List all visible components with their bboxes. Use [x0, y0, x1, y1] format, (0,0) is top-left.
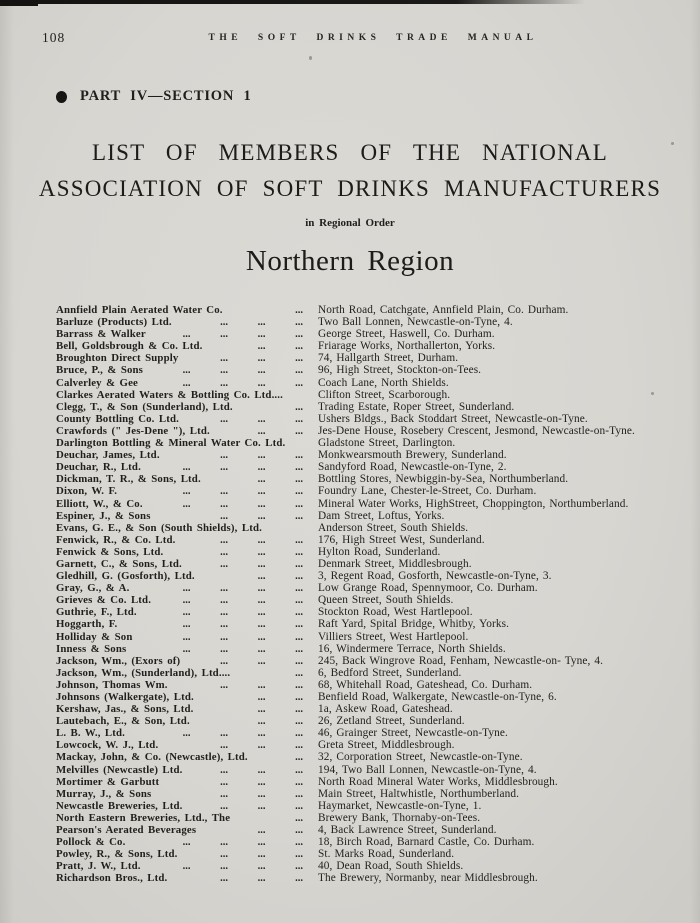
leader-dots: ... ... — [257, 474, 303, 486]
member-name-column — [56, 800, 308, 812]
member-address: 6, Bedford Street, Sunderland. — [318, 666, 462, 679]
member-name-column — [56, 824, 308, 836]
member-address: 16, Windermere Terrace, North Shields. — [318, 642, 506, 655]
member-name-column — [56, 860, 308, 872]
member-name: Annfield Plain Aerated Water Co. — [56, 304, 223, 316]
member-name-column — [56, 655, 308, 667]
leader-dots: ... ... ... ... — [182, 462, 303, 474]
member-address: 176, High Street West, Sunderland. — [318, 533, 485, 546]
member-name: Mortimer & Garbutt — [56, 775, 160, 788]
leader-dots: ... ... ... — [220, 546, 303, 558]
member-name: Murray, J., & Sons — [56, 787, 152, 800]
member-address: 68, Whitehall Road, Gateshead, Co. Durham. — [318, 678, 533, 691]
leader-dots: ... ... ... ... — [182, 377, 303, 389]
member-name: Dixon, W. F. — [56, 485, 118, 498]
member-address: Denmark Street, Middlesbrough. — [318, 557, 472, 570]
member-name-column — [56, 764, 308, 776]
member-name: Espiner, J., & Sons — [56, 509, 151, 522]
member-row — [56, 304, 690, 316]
member-address: Anderson Street, South Shields. — [318, 521, 469, 534]
page-title-line-1: LIST OF MEMBERS OF THE NATIONAL — [92, 140, 608, 165]
leader-dots: ... ... ... ... — [182, 595, 303, 607]
member-address: Dam Street, Loftus, Yorks. — [318, 509, 445, 522]
member-row — [56, 437, 690, 449]
member-row — [56, 739, 690, 751]
member-name-column — [56, 739, 308, 751]
leader-dots: ... ... ... — [220, 413, 303, 425]
leader-dots: ... ... ... ... — [182, 728, 303, 740]
member-row — [56, 389, 690, 401]
leader-dots: ... — [295, 752, 303, 764]
leader-dots: ... ... ... ... — [182, 486, 303, 498]
leader-dots: ... ... ... — [220, 510, 303, 522]
member-name-column — [56, 558, 308, 570]
member-name: Darlington Bottling & Mineral Water Co. Ltd. — [56, 437, 286, 450]
region-heading: Northern Region — [245, 245, 455, 277]
member-name-column — [56, 304, 308, 316]
member-address: George Street, Haswell, Co. Durham. — [318, 328, 495, 341]
member-name: Fenwick & Sons, Ltd. — [56, 545, 164, 558]
member-address: North Road Mineral Water Works, Middlesbrough. — [318, 775, 558, 788]
member-name-column — [56, 425, 308, 437]
member-row — [56, 618, 690, 630]
member-name-column — [56, 328, 308, 340]
member-address: Bottling Stores, Newbiggin-by-Sea, Northumberland. — [318, 473, 569, 486]
member-name-column — [56, 473, 308, 485]
member-name-column — [56, 691, 308, 703]
leader-dots: ... — [295, 401, 303, 413]
member-row — [56, 872, 690, 884]
member-name-column — [56, 703, 308, 715]
member-name-column — [56, 510, 308, 522]
member-name: Holliday & Son — [56, 630, 133, 643]
member-name: Guthrie, F., Ltd. — [56, 606, 137, 619]
member-name-column — [56, 679, 308, 691]
member-address: 1a, Askew Road, Gateshead. — [318, 703, 453, 716]
leader-dots: ... ... ... — [220, 873, 303, 885]
member-name-column — [56, 352, 308, 364]
leader-dots: ... ... — [257, 425, 303, 437]
member-name: Johnsons (Walkergate), Ltd. — [56, 691, 194, 703]
member-address: 194, Two Ball Lonnen, Newcastle-on-Tyne, 4. — [318, 763, 537, 776]
member-name-column — [56, 715, 308, 727]
member-name-column — [56, 389, 308, 401]
member-row — [56, 727, 690, 739]
member-address: Villiers Street, West Hartlepool. — [318, 630, 469, 643]
member-name: Melvilles (Newcastle) Ltd. — [56, 763, 183, 776]
leader-dots: ... ... ... — [220, 764, 303, 776]
member-address: Raft Yard, Spital Bridge, Whitby, Yorks. — [318, 618, 510, 631]
member-name-column — [56, 788, 308, 800]
member-name: Powley, R., & Sons, Ltd. — [56, 848, 178, 861]
member-name: Crawfords (" Jes-Dene "), Ltd. — [56, 424, 210, 437]
member-name-column — [56, 316, 308, 328]
leader-dots: ... ... — [257, 704, 303, 716]
member-row — [56, 473, 690, 485]
member-name-column — [56, 667, 308, 679]
member-address: 18, Birch Road, Barnard Castle, Co. Durham. — [318, 836, 535, 849]
member-address: Jes-Dene House, Rosebery Crescent, Jesmond, Newcastle-on-Tyne. — [318, 424, 635, 437]
leader-dots: ... ... ... ... — [182, 365, 303, 377]
member-name-column — [56, 437, 308, 449]
leader-dots: ... ... ... ... — [182, 498, 303, 510]
member-name: North Eastern Breweries, Ltd., The — [56, 811, 231, 824]
member-row — [56, 485, 690, 497]
member-name-column — [56, 461, 308, 473]
member-name: Evans, G. E., & Son (South Shields), Ltd. — [56, 521, 262, 534]
member-row — [56, 679, 690, 691]
leader-dots: ... ... ... ... — [182, 619, 303, 631]
member-address: Gladstone Street, Darlington. — [318, 437, 456, 450]
member-name-column — [56, 534, 308, 546]
section-label: PART IV—SECTION 1 — [80, 88, 252, 104]
member-name: Gledhill, G. (Gosforth), Ltd. — [56, 570, 195, 583]
leader-dots: ... ... ... — [220, 679, 303, 691]
member-name: Barrass & Walker — [56, 328, 146, 341]
member-address: Coach Lane, North Shields. — [318, 376, 449, 389]
member-name: Bell, Goldsbrough & Co. Ltd. — [56, 340, 203, 353]
leader-dots: ... ... ... ... — [182, 837, 303, 849]
member-name: Garnett, C., & Sons, Ltd. — [56, 557, 182, 570]
member-row — [56, 498, 690, 510]
member-row — [56, 413, 690, 425]
member-address: 32, Corporation Street, Newcastle-on-Tyne. — [318, 751, 523, 764]
member-row — [56, 328, 690, 340]
member-address: Low Grange Road, Spennymoor, Co. Durham. — [318, 582, 538, 595]
page-number: 108 — [42, 30, 66, 45]
member-name-column — [56, 751, 308, 763]
member-name: Lautebach, E., & Son, Ltd. — [56, 715, 190, 728]
member-name-column — [56, 618, 308, 630]
member-name: Bruce, P., & Sons — [56, 364, 144, 377]
member-name: Jackson, Wm., (Exors of) — [56, 654, 181, 667]
leader-dots: ... ... ... ... — [182, 607, 303, 619]
member-name-column — [56, 836, 308, 848]
member-name: Clegg, T., & Son (Sunderland), Ltd. — [56, 400, 233, 413]
leader-dots: ... — [295, 305, 303, 316]
member-address: St. Marks Road, Sunderland. — [318, 848, 455, 861]
member-row — [56, 800, 690, 812]
member-address: Ushers Bldgs., Back Stoddart Street, Newcastle-on-Tyne. — [318, 412, 588, 425]
member-row — [56, 860, 690, 872]
member-address: 3, Regent Road, Gosforth, Newcastle-on-Tyne, 3. — [318, 570, 552, 583]
leader-dots: ... ... ... ... — [182, 861, 303, 873]
member-name-column — [56, 582, 308, 594]
member-row — [56, 606, 690, 618]
member-address: Benfield Road, Walkergate, Newcastle-on-Tyne, 6. — [318, 691, 557, 703]
member-address: 26, Zetland Street, Sunderland. — [318, 715, 465, 728]
member-name: Richardson Bros., Ltd. — [56, 872, 168, 885]
leader-dots: ... ... ... — [220, 776, 303, 788]
member-row — [56, 836, 690, 848]
member-name-column — [56, 401, 308, 413]
running-title: THE SOFT DRINKS TRADE MANUAL — [208, 33, 538, 43]
member-row — [56, 510, 690, 522]
member-address: Sandyford Road, Newcastle-on-Tyne, 2. — [318, 461, 507, 474]
member-name: Pollock & Co. — [56, 836, 126, 849]
member-row — [56, 776, 690, 788]
member-name: County Bottling Co. Ltd. — [56, 412, 179, 425]
member-address: Trading Estate, Roper Street, Sunderland. — [318, 400, 515, 413]
member-name: Barluze (Products) Ltd. — [56, 316, 172, 329]
member-name-column — [56, 812, 308, 824]
leader-dots: ... ... — [257, 571, 303, 583]
member-address: 96, High Street, Stockton-on-Tees. — [318, 364, 482, 377]
section-heading — [56, 88, 252, 105]
page-subtitle: in Regional Order — [305, 217, 395, 229]
member-address: Mineral Water Works, HighStreet, Choppington, Northumberland. — [318, 497, 629, 510]
member-row — [56, 364, 690, 376]
member-name: Pratt, J. W., Ltd. — [56, 860, 141, 873]
member-name-column — [56, 643, 308, 655]
member-name: Mackay, John, & Co. (Newcastle), Ltd. — [56, 751, 248, 764]
member-row — [56, 558, 690, 570]
member-address: Queen Street, South Shields. — [318, 594, 454, 607]
member-name: Broughton Direct Supply — [56, 352, 179, 365]
member-name-column — [56, 631, 308, 643]
member-name-column — [56, 485, 308, 497]
member-address: Friarage Works, Northallerton, Yorks. — [318, 340, 496, 353]
member-name-column — [56, 570, 308, 582]
member-name: Elliott, W., & Co. — [56, 497, 143, 510]
leader-dots: ... ... ... — [220, 800, 303, 812]
leader-dots: ... ... ... — [220, 558, 303, 570]
member-row — [56, 534, 690, 546]
member-name: L. B. W., Ltd. — [56, 727, 126, 740]
member-name-column — [56, 340, 308, 352]
member-row — [56, 703, 690, 715]
member-row — [56, 788, 690, 800]
leader-dots: ... ... ... ... — [182, 329, 303, 341]
member-address: Foundry Lane, Chester-le-Street, Co. Durham. — [318, 485, 537, 498]
member-row — [56, 812, 690, 824]
member-row — [56, 691, 690, 703]
leader-dots: ... ... ... — [220, 655, 303, 667]
member-name: Lowcock, W. J., Ltd. — [56, 739, 159, 752]
member-name: Clarkes Aerated Waters & Bottling Co. Ltd.... — [56, 388, 283, 401]
member-row — [56, 582, 690, 594]
member-address: Stockton Road, West Hartlepool. — [318, 606, 473, 619]
member-row — [56, 425, 690, 437]
member-name: Calverley & Gee — [56, 376, 138, 389]
member-name-column — [56, 364, 308, 376]
member-address: Two Ball Lonnen, Newcastle-on-Tyne, 4. — [318, 316, 513, 329]
member-name: Inness & Sons — [56, 642, 127, 655]
member-list — [56, 304, 690, 885]
leader-dots: ... — [295, 812, 303, 824]
member-row — [56, 570, 690, 582]
member-name-column — [56, 498, 308, 510]
member-name-column — [56, 727, 308, 739]
member-row — [56, 655, 690, 667]
member-address: 46, Grainger Street, Newcastle-on-Tyne. — [318, 727, 508, 740]
member-row — [56, 764, 690, 776]
member-row — [56, 594, 690, 606]
member-name-column — [56, 594, 308, 606]
member-row — [56, 461, 690, 473]
member-row — [56, 522, 690, 534]
member-row — [56, 316, 690, 328]
member-address: Monkwearsmouth Brewery, Sunderland. — [318, 449, 507, 462]
leader-dots: ... ... ... ... — [182, 643, 303, 655]
member-address: Greta Street, Middlesbrough. — [318, 739, 455, 752]
member-address: Main Street, Haltwhistle, Northumberland. — [318, 787, 519, 800]
member-row — [56, 631, 690, 643]
member-name: Gray, G., & A. — [56, 582, 130, 595]
member-name-column — [56, 872, 308, 884]
member-name: Jackson, Wm., (Sunderland), Ltd.... — [56, 666, 231, 679]
leader-dots: ... ... ... — [220, 353, 303, 365]
member-row — [56, 449, 690, 461]
scan-speck — [309, 56, 312, 60]
leader-dots: ... ... ... — [220, 317, 303, 329]
leader-dots: ... ... ... ... — [182, 583, 303, 595]
member-name: Deuchar, R., Ltd. — [56, 461, 141, 474]
bullet-icon — [56, 91, 67, 103]
member-address: 74, Hallgarth Street, Durham. — [318, 352, 459, 365]
leader-dots: ... ... — [257, 716, 303, 728]
member-row — [56, 340, 690, 352]
member-address: 4, Back Lawrence Street, Sunderland. — [318, 824, 497, 837]
member-address: Clifton Street, Scarborough. — [318, 388, 451, 401]
scan-edge-artifact — [0, 0, 585, 4]
member-name-column — [56, 377, 308, 389]
member-name: Dickman, T. R., & Sons, Ltd. — [56, 473, 201, 486]
member-row — [56, 667, 690, 679]
member-name: Fenwick, R., & Co. Ltd. — [56, 533, 176, 546]
leader-dots: ... ... — [257, 692, 303, 703]
member-row — [56, 751, 690, 763]
member-name-column — [56, 546, 308, 558]
leader-dots: ... ... ... — [220, 849, 303, 861]
member-row — [56, 401, 690, 413]
leader-dots: ... — [295, 667, 303, 679]
member-name-column — [56, 776, 308, 788]
member-address: Haymarket, Newcastle-on-Tyne, 1. — [318, 799, 482, 812]
leader-dots: ... ... ... ... — [182, 631, 303, 643]
leader-dots: ... ... ... — [220, 788, 303, 800]
leader-dots: ... ... ... — [220, 740, 303, 752]
member-name: Kershaw, Jas., & Sons, Ltd. — [56, 703, 194, 716]
member-address: 245, Back Wingrove Road, Fenham, Newcastle-on- Tyne, 4. — [318, 654, 604, 667]
member-name: Pearson's Aerated Beverages — [56, 824, 197, 837]
page-title-line-2: ASSOCIATION OF SOFT DRINKS MANUFACTURERS — [38, 176, 662, 201]
leader-dots: ... ... — [257, 825, 303, 837]
leader-dots: ... ... ... — [220, 450, 303, 462]
member-row — [56, 715, 690, 727]
member-name-column — [56, 522, 308, 534]
member-name-column — [56, 848, 308, 860]
member-name: Johnson, Thomas Wm. — [56, 678, 168, 691]
leader-dots: ... ... ... — [220, 534, 303, 546]
member-name-column — [56, 413, 308, 425]
member-name: Newcastle Breweries, Ltd. — [56, 799, 183, 812]
member-row — [56, 377, 690, 389]
member-row — [56, 848, 690, 860]
member-name-column — [56, 449, 308, 461]
member-address: Brewery Bank, Thornaby-on-Tees. — [318, 811, 481, 824]
member-address: North Road, Catchgate, Annfield Plain, Co. Durham. — [318, 304, 569, 316]
member-address: The Brewery, Normanby, near Middlesbrough. — [318, 872, 538, 885]
member-address: Hylton Road, Sunderland. — [318, 545, 441, 558]
member-row — [56, 824, 690, 836]
member-name-column — [56, 606, 308, 618]
member-name: Hoggarth, F. — [56, 618, 118, 631]
member-address: 40, Dean Road, South Shields. — [318, 860, 464, 873]
member-name: Grieves & Co. Ltd. — [56, 594, 152, 607]
member-row — [56, 643, 690, 655]
member-name: Deuchar, James, Ltd. — [56, 449, 160, 462]
member-row — [56, 546, 690, 558]
leader-dots: ... ... — [257, 341, 303, 353]
member-row — [56, 352, 690, 364]
